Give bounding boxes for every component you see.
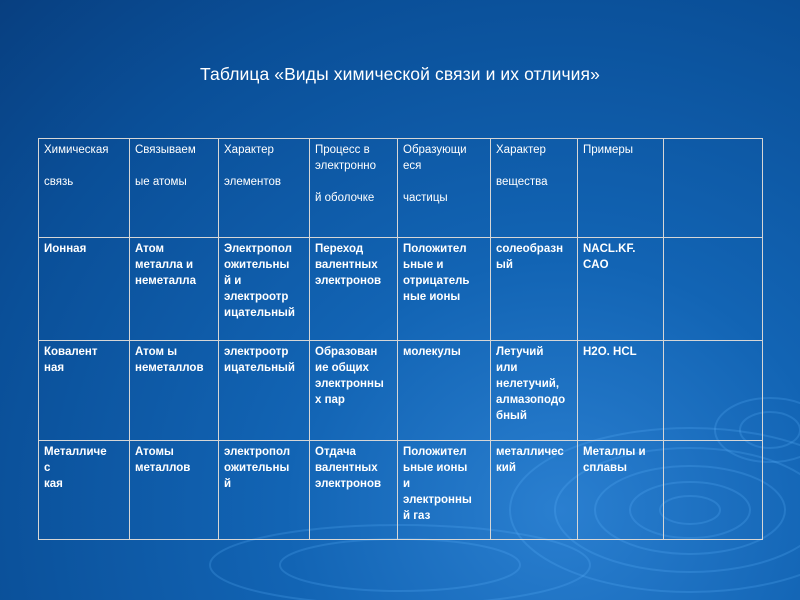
table-cell: Ионная [39,238,130,341]
table-cell: электропол ожительны й [219,441,310,540]
table-cell: H2O. HCL [578,341,664,441]
table-cell: Металлы и сплавы [578,441,664,540]
table-cell: Ковалент ная [39,341,130,441]
table-cell: металличес кий [491,441,578,540]
table-row [39,341,763,441]
table-cell [664,441,763,540]
header-cell: Процесс в электронно й оболочке [310,139,398,238]
header-cell [664,139,763,238]
table-cell: NACL.KF. CAO [578,238,664,341]
table-cell: Атомы металлов [130,441,219,540]
table-cell: электроотр ицательный [219,341,310,441]
header-cell: Химическая связь [39,139,130,238]
table-cell: Электропол ожительны й и электроотр ицательный [219,238,310,341]
table-cell: молекулы [398,341,491,441]
header-cell: Характер элементов [219,139,310,238]
table-cell: Летучий или нелетучий, алмазоподо бный [491,341,578,441]
table-row [39,441,763,540]
header-cell: Связываем ые атомы [130,139,219,238]
header-cell: Характер вещества [491,139,578,238]
header-cell: Примеры [578,139,664,238]
table-cell: Переход валентных электронов [310,238,398,341]
table-cell: Образован ие общих электронны х пар [310,341,398,441]
table-cell: Положител ьные и отрицатель ные ионы [398,238,491,341]
page-title: Таблица «Виды химической связи и их отличия» [200,64,600,84]
table-cell: солеобразн ый [491,238,578,341]
table-cell: Атом металла и неметалла [130,238,219,341]
table-cell [664,341,763,441]
header-cell: Образующи еся частицы [398,139,491,238]
table-row [39,238,763,341]
table-cell [664,238,763,341]
table-header-row [39,139,763,238]
table-cell: Отдача валентных электронов [310,441,398,540]
table-cell: Металличе с кая [39,441,130,540]
table-cell: Положител ьные ионы и электронны й газ [398,441,491,540]
table-cell: Атом ы неметаллов [130,341,219,441]
bond-types-table [38,138,763,540]
